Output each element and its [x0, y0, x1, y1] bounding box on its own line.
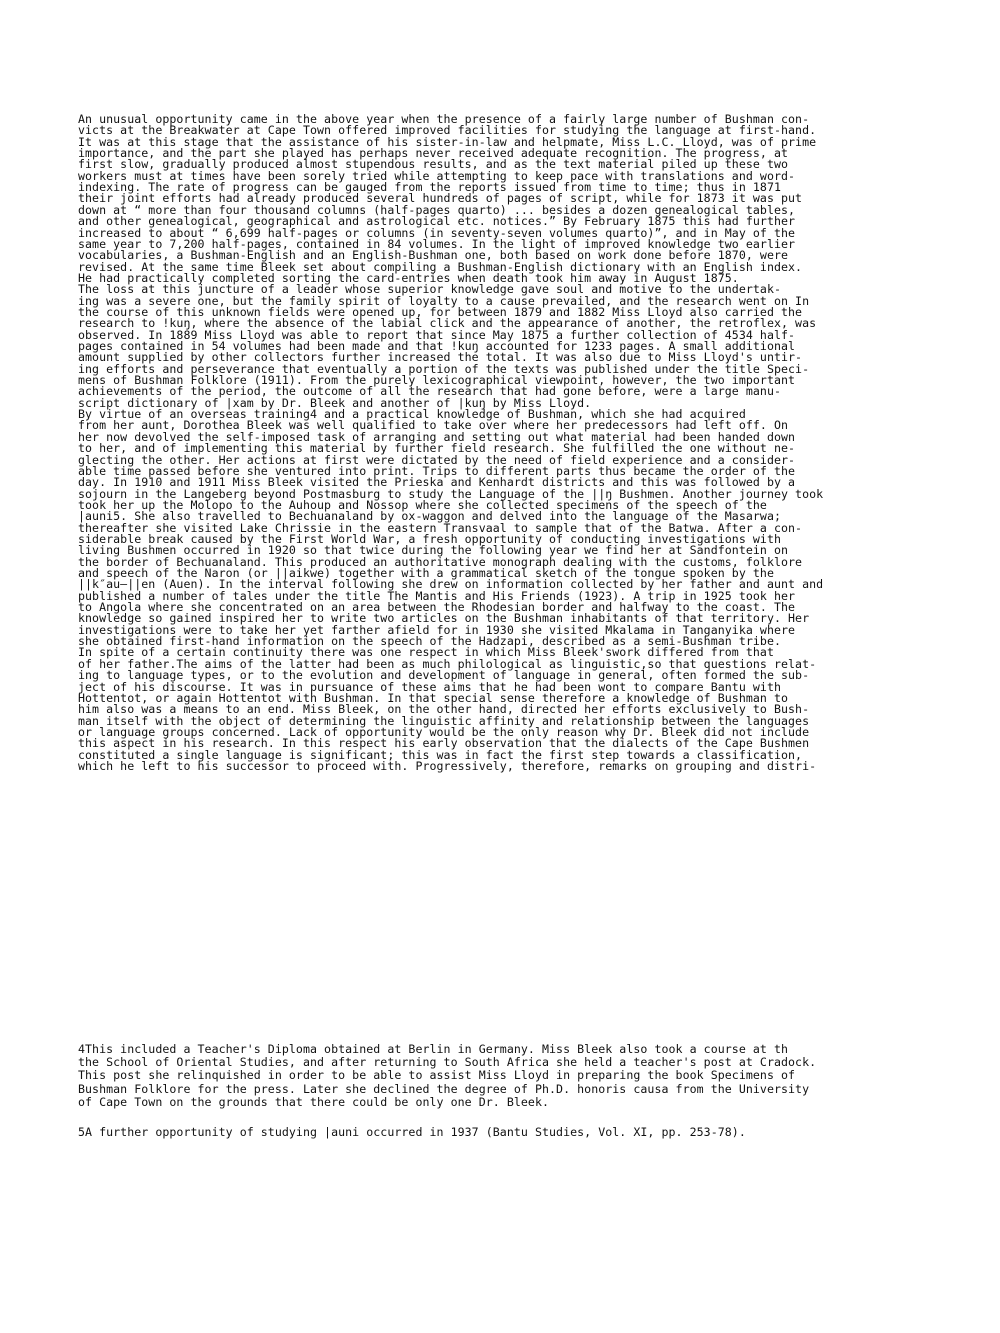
body-line: Hottentot, or again Hottentot with Bushman. In that special sense therefore a knowledge of Bushman to: [78, 690, 789, 705]
body-line: knowledge so gained inspired her to write two articles on the Bushman inhabitants of that territory. Her: [78, 611, 810, 626]
body-line: He had practically completed sorting the card-entries when death took him away in August 1875.: [78, 270, 739, 285]
body-line: to Angola where she concentrated on an area between the Rhodesian border and halfway to the coast. The: [78, 600, 796, 615]
body-line: and speech of the Naron (or ||aikwe) together with a grammatical sketch of the tongue spoken by the: [78, 566, 774, 580]
body-line: ing was a severe one, but the family spirit of loyalty to a cause prevailed, and the research went on In: [78, 293, 810, 308]
body-line: and other genealogical, geographical and astrological etc. notices.” By February 1875 this had further: [78, 214, 796, 229]
body-line: research to !kuŋ, where the absence of the labial click and the appearance of another, the retroflex, was: [78, 316, 817, 331]
body-line: sojourn in the Langeberg beyond Postmasburg to study the Language of the ||ŋ Bushmen. Another journey took: [78, 486, 824, 501]
body-line: In spite of a certain continuity there was one respect in which Miss Bleek'swork differed from that: [78, 645, 774, 660]
footnote-line: the School of Oriental Studies, and after returning to South Africa she held a teacher's post at Cradock.: [78, 1055, 817, 1070]
body-line: importance, and the part she played has perhaps never received adequate recognition. The progress, at: [78, 146, 789, 161]
body-line: same year to 7,200 half-pages, contained in 84 volumes. In the light of improved knowledge two earlier: [78, 236, 796, 251]
body-line: ||k″au–||en (Auen). In the interval following she drew on information collected by her father and aunt and: [78, 577, 824, 592]
body-line: thereafter she visited Lake Chrissie in the eastern Transvaal to sample that of the Batwa. After a con-: [78, 520, 803, 535]
body-line: amount supplied by other collectors further increased the total. It was also due to Miss Lloyd's untir-: [78, 350, 803, 365]
body-line: able time passed before she ventured into print. Trips to different parts thus became the order of the: [78, 463, 796, 478]
body-line: from her aunt, Dorothea Bleek was well qualified to take over where her predecessors had left off. On: [78, 418, 789, 433]
body-line: An unusual opportunity came in the above year when the presence of a fairly large number of Bushman con-: [78, 112, 810, 126]
body-line: increased to about “ 6,699 half-pages or columns (in seventy-seven volumes quarto)”, and in May of the: [78, 225, 796, 240]
body-line: The loss at this juncture of a leader whose superior knowledge gave soul and motive to the undertak-: [78, 282, 782, 297]
body-line: their joint efforts had already produced several hundreds of pages of script, while for 1873 it was put: [78, 191, 803, 206]
body-line: It was at this stage that the assistance of his sister-in-law and helpmate, Miss L.C. Lloyd, was of prime: [78, 134, 817, 149]
footnote-line: 4This included a Teacher's Diploma obtained at Berlin in Germany. Miss Bleek also took a course at th: [78, 1042, 789, 1056]
body-line: to her, and of implementing this material by further field research. She fulfilled the one without ne-: [78, 441, 796, 456]
body-line: mens of Bushman Folklore (1911). From the purely lexicographical viewpoint, however, the two important: [78, 373, 796, 388]
body-line: vocabularies, a Bushman-English and an English-Bushman one, both based on work done before 1870, were: [78, 248, 789, 263]
body-line: or language groups concerned. Lack of opportunity would be the only reason why Dr. Bleek did not include: [78, 724, 810, 739]
body-line: man itself with the object of determining the linguistic affinity and relationship between the languages: [78, 713, 810, 728]
body-line: glecting the other. Her actions at first were dictated by the need of field experience and a consider-: [78, 452, 796, 467]
body-line: indexing. The rate of progress can be gauged from the reports issued from time to time; thus in 1871: [78, 180, 782, 195]
body-line: revised. At the same time Bleek set about compiling a Bushman-English dictionary with an English index.: [78, 259, 803, 274]
body-line: observed. In 1889 Miss Lloyd was able to report that since May 1875 a further collection of 4534 half-: [78, 327, 796, 342]
footnote-line: Bushman Folklore for the press. Later she declined the degree of Ph.D. honoris causa from the University: [78, 1081, 810, 1096]
body-line: living Bushmen occurred in 1920 so that twice during the following year we find her at Sandfontein on: [78, 543, 789, 558]
body-line: By virtue of an overseas training4 and a practical knowledge of Bushman, which she had acquired: [78, 407, 746, 422]
body-line: day. In 1910 and 1911 Miss Bleek visited the Prieska and Kenhardt districts and this was followed by a: [78, 475, 796, 490]
body-line: ing efforts and perseverance that eventually a portion of the texts was published under the title Speci-: [78, 361, 810, 376]
body-line: this aspect in his research. In this respect his early observation that the dialects of the Cape Bushmen: [78, 736, 810, 751]
body-line: first slow, gradually produced almost stupendous results, and as the text material piled up these two: [78, 157, 789, 172]
footnote-line: of Cape Town on the grounds that there could be only one Dr. Bleek.: [78, 1094, 550, 1109]
body-line: her now devolved the self-imposed task of arranging and setting out what material had been handed down: [78, 429, 796, 444]
body-line: pages contained in 54 volumes had been made and that !kuŋ accounted for 1233 pages. A small additional: [78, 339, 796, 353]
body-line: victs at the Breakwater at Cape Town offered improved facilities for studying the language at first-hand.: [78, 123, 817, 138]
body-line: constituted a single language is significant; this was in fact the first step towards a classification,: [78, 747, 803, 762]
body-line: script dictionary of |xam by Dr. Bleek and another of |kuŋ by Miss Lloyd.: [78, 395, 592, 410]
body-line: published a number of tales under the title The Mantis and His Friends (1923). A trip in 1925 took her: [78, 588, 796, 603]
body-line: the course of this unknown fields were opened up, for between 1879 and 1882 Miss Lloyd also carried the: [78, 304, 803, 319]
body-line: the border of Bechuanaland. This produced an authoritative monograph dealing with the customs, folklore: [78, 554, 803, 569]
body-line: of her father.The aims of the latter had been as much philological as linguistic,so that questions relat-: [78, 656, 817, 671]
body-line: she obtained first-hand information on the speech of the Hadzapi, described as a semi-Bushman tribe.: [78, 634, 782, 649]
body-line: achievements of the period, the outcome of all the research that had gone before, were a large manu-: [78, 384, 782, 399]
body-line: him also was a means to an end. Miss Bleek, on the other hand, directed her efforts exclusively to Bush-: [78, 702, 810, 717]
body-line: ject of his discourse. It was in pursuance of these aims that he had been wont to compare Bantu with: [78, 679, 782, 694]
body-line: which he left to his successor to proceed with. Progressively, therefore, remarks on grouping and distri-: [78, 758, 817, 773]
body-line: investigations were to take her yet farther afield for in 1930 she visited Mkalama in Tanganyika where: [78, 622, 796, 637]
body-line: took her up the Molopo to the Auhoup and Nossop where she collected specimens of the speech of the: [78, 497, 767, 512]
body-line: ing to language types, or to the evolution and development of language in general, often formed the sub-: [78, 668, 810, 683]
body-line: |auni5. She also travelled to Bechuanaland by ox-waggon and delved into the language of the Masarwa;: [78, 509, 782, 524]
footnote-line: 5A further opportunity of studying |auni occurred in 1937 (Bantu Studies, Vol. XI, pp. 253-78).: [78, 1125, 746, 1139]
footnote-line: This post she relinquished in order to be able to assist Miss Lloyd in preparing the book Specimens of: [78, 1068, 796, 1083]
body-line: down at “ more than four thousand columns (half-pages quarto) ... besides a dozen genealogical tables,: [78, 202, 796, 217]
body-line: workers must at times have been sorely tried while attempting to keep pace with translations and word-: [78, 168, 796, 183]
body-line: siderable break caused by the First World War, a fresh opportunity of conducting investigations with: [78, 531, 782, 546]
